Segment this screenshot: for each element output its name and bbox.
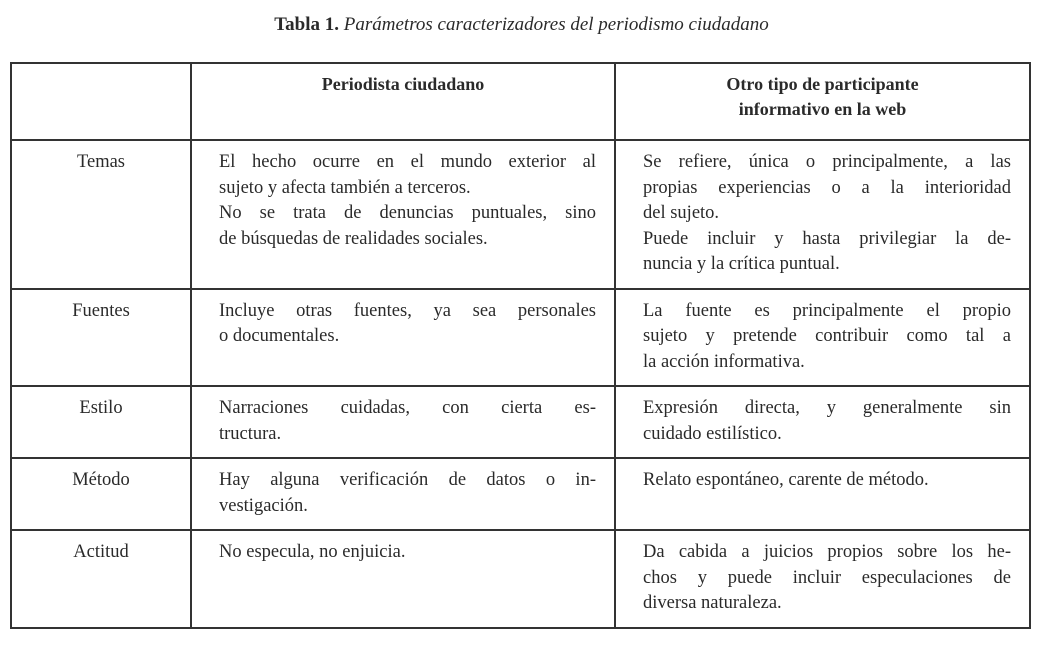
cell-line: cuidado estilístico. [643, 423, 782, 444]
cell-line: propias experiencias o a la interioridad [643, 177, 1011, 198]
cell-line: No especula, no enjuicia. [219, 542, 406, 562]
table-row [11, 140, 1030, 289]
header-row [11, 63, 1030, 140]
table-row [11, 289, 1030, 387]
cell-periodista-ciudadano [191, 386, 615, 458]
table-row [11, 530, 1030, 628]
cell-line: Expresión directa, y generalmente sin [643, 398, 1011, 418]
cell-line: No se trata de denuncias puntuales, sino [219, 203, 596, 223]
cell-line: Se refiere, única o principalmente, a las [643, 152, 1011, 172]
caption-text: Parámetros caracterizadores del periodismo ciudadano [343, 14, 769, 35]
row-label: Actitud [11, 530, 191, 628]
cell-line: Puede incluir y hasta privilegiar la de- [643, 228, 1011, 249]
cell-line: nuncia y la crítica puntual. [643, 254, 840, 274]
cell-otro-participante [615, 289, 1030, 387]
cell-periodista-ciudadano [191, 530, 615, 628]
header-empty [11, 63, 191, 140]
header-otro-participante [615, 63, 1030, 140]
cell-line: de búsquedas de realidades sociales. [219, 228, 488, 249]
header-line: informativo en la web [738, 99, 907, 119]
cell-periodista-ciudadano [191, 140, 615, 289]
table-row [11, 386, 1030, 458]
cell-line: diversa naturaleza. [643, 593, 782, 613]
cell-line: El hecho ocurre en el mundo exterior al [219, 152, 596, 172]
row-label: Método [11, 458, 191, 530]
cell-otro-participante [615, 386, 1030, 458]
cell-line: o documentales. [219, 326, 340, 346]
parameters-table [10, 62, 1031, 629]
cell-line: Narraciones cuidadas, con cierta es- [219, 398, 596, 418]
cell-line: La fuente es principalmente el propio [643, 300, 1011, 321]
cell-line: sujeto y afecta también a terceros. [219, 177, 471, 198]
cell-line: vestigación. [219, 495, 308, 516]
cell-periodista-ciudadano [191, 289, 615, 387]
cell-line: la acción informativa. [643, 351, 805, 372]
cell-otro-participante [615, 140, 1030, 289]
header-line: Periodista ciudadano [321, 74, 485, 94]
cell-line: Relato espontáneo, carente de método. [643, 470, 929, 490]
cell-otro-participante [615, 458, 1030, 530]
table-caption [0, 14, 1043, 36]
cell-line: chos y puede incluir especulaciones de [643, 567, 1011, 588]
cell-line: Hay alguna verificación de datos o in- [219, 470, 596, 490]
row-label: Temas [11, 140, 191, 289]
cell-line: tructura. [219, 423, 282, 444]
row-label: Estilo [11, 386, 191, 458]
caption-label: Tabla 1. [274, 14, 340, 35]
cell-otro-participante [615, 530, 1030, 628]
cell-periodista-ciudadano [191, 458, 615, 530]
cell-line: del sujeto. [643, 203, 720, 223]
cell-line: Incluye otras fuentes, ya sea personales [219, 300, 596, 321]
table-row [11, 458, 1030, 530]
header-periodista-ciudadano [191, 63, 615, 140]
cell-line: sujeto y pretende contribuir como tal a [643, 326, 1011, 346]
header-line: Otro tipo de participante [726, 74, 919, 94]
row-label: Fuentes [11, 289, 191, 387]
cell-line: Da cabida a juicios propios sobre los he- [643, 542, 1011, 562]
